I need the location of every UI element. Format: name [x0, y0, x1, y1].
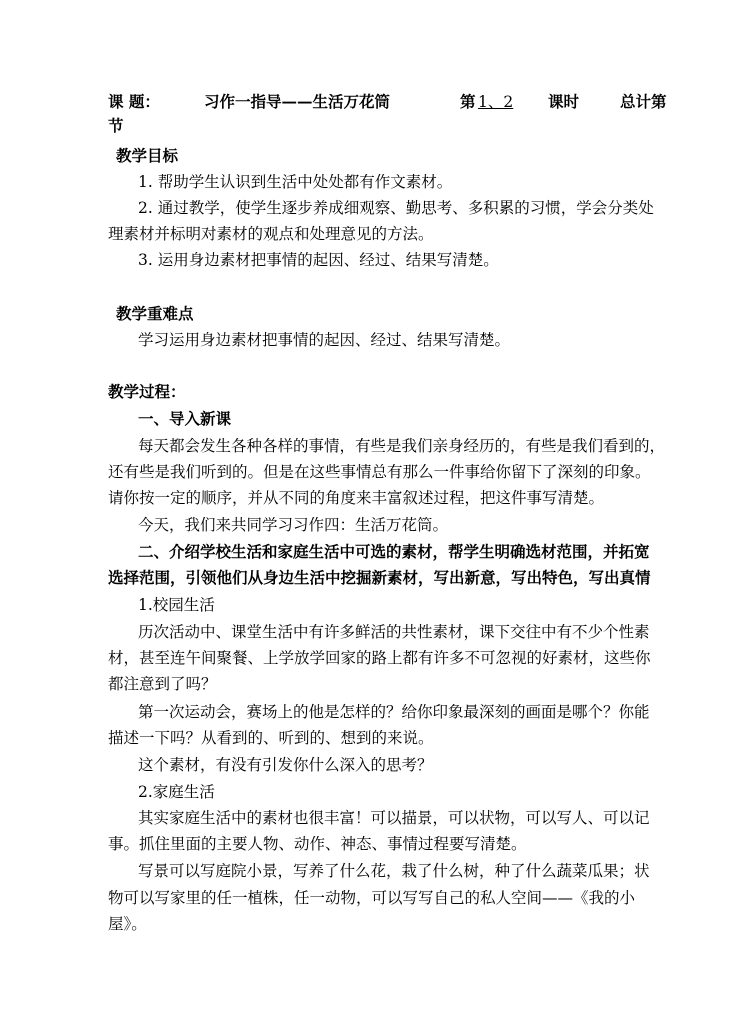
- campus-line: 第一次运动会，赛场上的他是怎样的？给你印象最深刻的画面是哪个？你能: [138, 703, 650, 721]
- section-1-line: 今天，我们来共同学习习作四：生活万花筒。: [138, 516, 449, 534]
- campus-line: 材，甚至连午间聚餐、上学放学回家的路上都有许多不可忽视的好素材，这些你: [108, 649, 651, 667]
- home-line: 其实家庭生活中的素材也很丰富！可以描景，可以状物，可以写人、可以记: [138, 809, 650, 827]
- section-1-line: 还有些是我们听到的。但是在这些事情总有那么一件事给你留下了深刻的印象。: [108, 463, 651, 481]
- key-points-title: 教学重难点: [116, 304, 194, 323]
- total-label: 总计第: [620, 92, 667, 111]
- lesson-header: [108, 90, 674, 110]
- section-2-title: 二、介绍学校生活和家庭生活中可选的素材，帮学生明确选材范围，并拓宽: [138, 542, 650, 561]
- process-title: 教学过程：: [108, 382, 186, 401]
- goal-item-continuation: 理素材并标明对素材的观点和处理意见的方法。: [108, 225, 434, 243]
- section-2-title-continuation: 选择范围，引领他们从身边生活中挖掘新素材，写出新意，写出特色，写出真情: [108, 568, 651, 587]
- course-label: 课 题：: [108, 92, 160, 111]
- lesson-number: 1、2: [478, 93, 514, 111]
- goal-item: 2. 通过教学，使学生逐步养成细观察、勤思考、多积累的习惯，学会分类处: [138, 199, 654, 217]
- home-line: 写景可以写庭院小景，写养了什么花，栽了什么树，种了什么蔬菜瓜果；状: [138, 862, 650, 880]
- campus-line: 历次活动中、课堂生活中有许多鲜活的共性素材，课下交往中有不少个性素: [138, 623, 650, 641]
- goals-title: 教学目标: [116, 146, 179, 165]
- total-suffix: 节: [108, 116, 124, 135]
- key-points-text: 学习运用身边素材把事情的起因、经过、结果写清楚。: [138, 331, 511, 349]
- course-title: 习作一指导——生活万花筒: [204, 92, 391, 111]
- goal-item: 1. 帮助学生认识到生活中处处都有作文素材。: [138, 173, 453, 191]
- lesson-suffix: 课时: [548, 92, 580, 111]
- goal-item: 3. 运用身边素材把事情的起因、经过、结果写清楚。: [138, 251, 499, 269]
- section-1-title: 一、导入新课: [138, 409, 232, 428]
- campus-line: 描述一下吗？从看到的、听到的、想到的来说。: [108, 729, 434, 747]
- campus-title: 1.校园生活: [138, 596, 215, 614]
- campus-line: 都注意到了吗？: [108, 675, 217, 693]
- home-line: 事。抓住里面的主要人物、动作、神态、事情过程要写清楚。: [108, 835, 527, 853]
- home-line: 物可以写家里的任一植株，任一动物，可以写写自己的私人空间——《我的小: [108, 889, 636, 907]
- section-1-line: 请你按一定的顺序，并从不同的角度来丰富叙述过程，把这件事写清楚。: [108, 489, 605, 507]
- section-1-line: 每天都会发生各种各样的事情，有些是我们亲身经历的，有些是我们看到的，: [138, 437, 666, 455]
- home-title: 2.家庭生活: [138, 783, 215, 801]
- campus-line: 这个素材，有没有引发你什么深入的思考？: [138, 756, 433, 774]
- lesson-prefix: 第: [460, 92, 476, 111]
- home-line: 屋》。: [108, 915, 147, 933]
